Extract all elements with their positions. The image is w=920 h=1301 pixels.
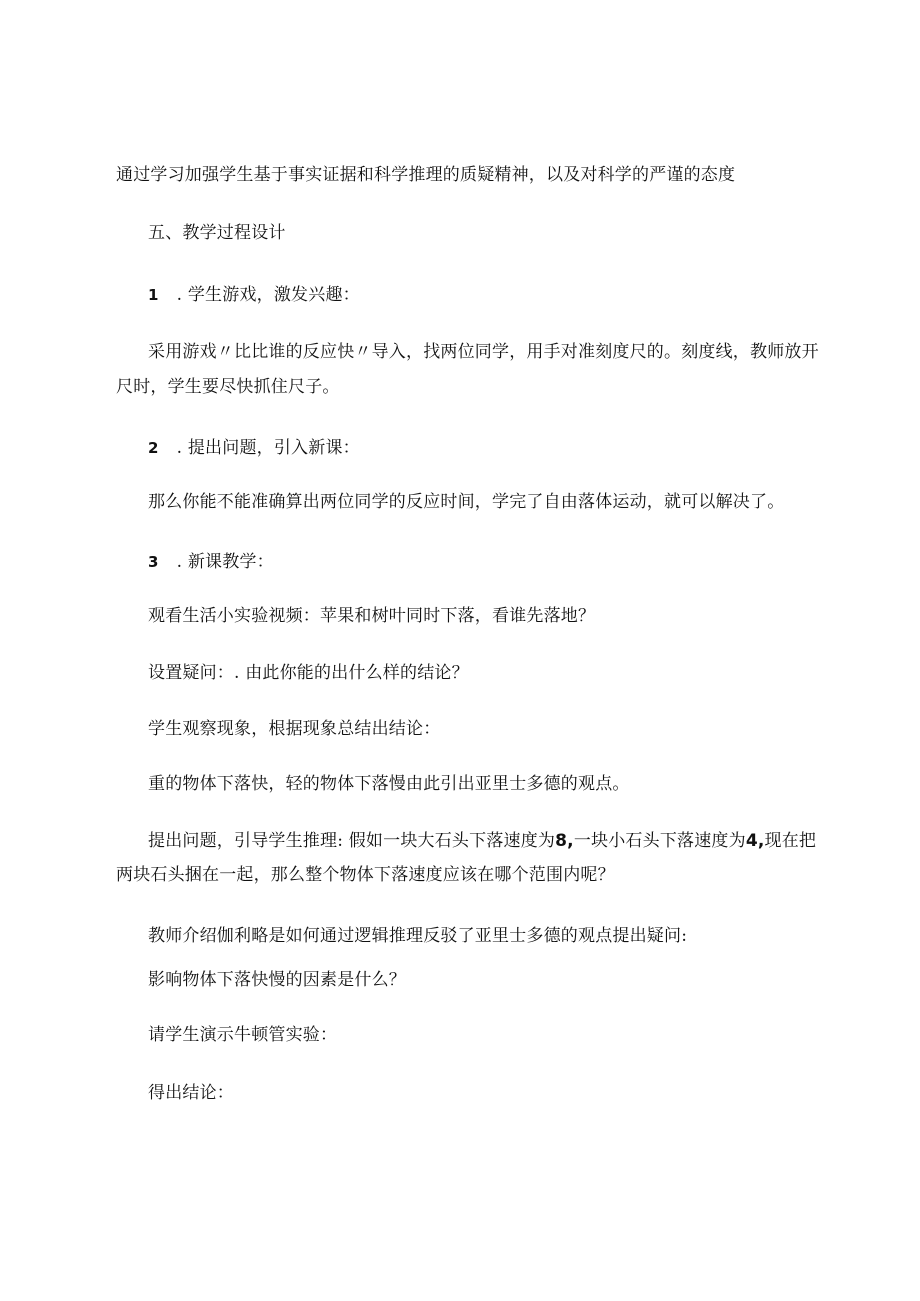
step-1-heading <box>148 283 360 307</box>
step-3-number: 3 <box>148 553 159 571</box>
step-2-number: 2 <box>148 439 159 457</box>
reason-text-b: 一块小石头下落速度为 <box>573 831 746 851</box>
paragraph-observe: 学生观察现象，根据现象总结出结论： <box>148 719 441 739</box>
paragraph-newton-tube: 请学生演示牛顿管实验： <box>148 1025 338 1045</box>
paragraph-game-line-2: 尺时，学生要尽快抓住尺子。 <box>116 377 340 397</box>
section-title: 五、教学过程设计 <box>148 223 286 243</box>
paragraph-factor: 影响物体下落快慢的因素是什么？ <box>148 970 406 990</box>
reason-number-8: 8, <box>555 831 574 851</box>
reason-number-4: 4, <box>745 831 765 851</box>
step-2-title: . 提出问题，引入新课： <box>176 438 360 458</box>
paragraph-game-line-1: 采用游戏〃比比谁的反应快〃导入，找两位同学，用手对准刻度尺的。刻度线，教师放开 <box>148 342 819 362</box>
paragraph-heavy: 重的物体下落快，轻的物体下落慢由此引出亚里士多德的观点。 <box>148 774 630 794</box>
paragraph-galileo: 教师介绍伽利略是如何通过逻辑推理反驳了亚里士多德的观点提出疑问: <box>148 926 688 946</box>
step-2-heading <box>148 436 360 460</box>
paragraph-reason-line-2: 两块石头捆在一起，那么整个物体下落速度应该在哪个范围内呢？ <box>116 865 615 885</box>
reason-text-c: 现在把 <box>764 831 817 851</box>
step-3-title: . 新课教学： <box>176 552 274 572</box>
paragraph-conclusion: 得出结论： <box>148 1083 234 1103</box>
paragraph-question: 那么你能不能准确算出两位同学的反应时间，学完了自由落体运动，就可以解决了。 <box>148 492 785 512</box>
step-3-heading <box>148 550 274 574</box>
step-1-title: . 学生游戏，激发兴趣： <box>176 285 360 305</box>
reason-text-a: 提出问题，引导学生推理: 假如一块大石头下落速度为 <box>148 831 556 851</box>
step-1-number: 1 <box>148 286 159 304</box>
paragraph-video: 观看生活小实验视频：苹果和树叶同时下落，看谁先落地？ <box>148 606 596 626</box>
paragraph-doubt: 设置疑问：. 由此你能的出什么样的结论？ <box>148 663 469 683</box>
paragraph-intro: 通过学习加强学生基于事实证据和科学推理的质疑精神，以及对科学的严谨的态度 <box>116 165 736 185</box>
paragraph-reason-line-1 <box>148 829 816 853</box>
